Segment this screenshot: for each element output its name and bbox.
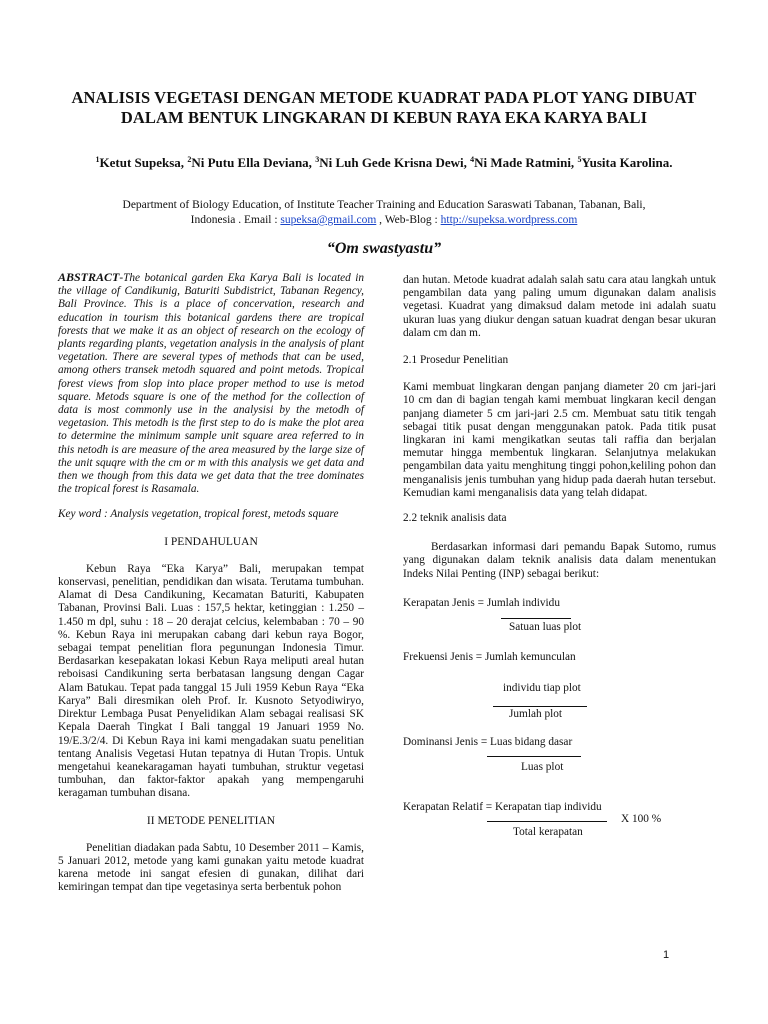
formula-kerapatan-relatif <box>403 801 716 841</box>
author-4-number: 4 <box>470 155 475 164</box>
abstract-label: ABSTRACT <box>58 270 120 284</box>
author-3-number: 3 <box>315 155 320 164</box>
author-5-name: Yusita Karolina. <box>581 155 673 170</box>
author-4-name: Ni Made Ratmini, <box>474 155 578 170</box>
section-2-text: Penelitian diadakan pada Sabtu, 10 Desember 2011 – Kamis, 5 Januari 2012, metode yang kami gunakan yaitu metode kuadrat karena metode ini sangat efesien di gunakan, dilihat dari kemiringan tempat dan tipe vegetasinya serta berbentuk pohon <box>58 841 364 894</box>
affiliation-blog-prefix: , Web-Blog : <box>376 214 441 226</box>
formula-4-multiplier: X 100 % <box>621 812 662 825</box>
abstract-text: -The botanical garden Eka Karya Bali is located in the village of Candikunig, Baturiti Subdistrict, Tabanan Regency, Bali Province. This is a place of concervation, research and education in tourism this botanical gardens there are tropical forests that we make it as an object of research on the ecology of plants regarding plants, vegetation analysis in the analysis of plant vegetation. There are several types of methods that can be used, among others transek metodh squared and point metods. Tropical forest views from slop into place proper method to use is metod square. Metods square is one of the method for the collection of data is most commonly use in the analysisi by the metodh of vegetasion. This metodh is the first step to do is make the plot area to determine the minimum sample unit square area referred to in this netodh is are measure of the area measured by the large size of the unit squqre with the cm or m with this analysis we get data and then we though from this data we get data that the tree dominates the tropical forest is Rasamala. <box>58 272 364 496</box>
formula-kerapatan-jenis <box>403 597 716 631</box>
greeting: “Om swastyastu” <box>326 240 442 257</box>
email-link[interactable]: supeksa@gmail.com <box>280 214 377 226</box>
formula-2-fraction-bar <box>493 706 587 707</box>
affiliation-email-prefix: Indonesia . Email : <box>190 214 281 226</box>
affiliation <box>80 198 688 228</box>
author-2-name: Ni Putu Ella Deviana, <box>191 155 316 170</box>
abstract <box>58 271 364 496</box>
page-number: 1 <box>663 949 670 961</box>
author-2-number: 2 <box>187 155 192 164</box>
formula-3-fraction-bar <box>487 756 581 757</box>
formula-4-fraction-bar <box>487 821 607 822</box>
affiliation-line-2 <box>80 213 688 228</box>
formula-1-numerator: Kerapatan Jenis = Jumlah individu <box>403 596 560 609</box>
affiliation-line-1: Department of Biology Education, of Institute Teacher Training and Education Saraswati Tabanan, Tabanan, Bali, <box>122 199 646 211</box>
title-line-2: DALAM BENTUK LINGKARAN DI KEBUN RAYA EKA KARYA BALI <box>120 108 648 127</box>
formula-2-numerator-line-2: individu tiap plot <box>503 681 581 694</box>
section-2-heading: II METODE PENELITIAN <box>146 814 276 827</box>
paper-title <box>40 88 728 128</box>
formula-1-fraction-bar <box>501 618 571 619</box>
formula-2-numerator: Frekuensi Jenis = Jumlah kemunculan <box>403 650 576 663</box>
formula-1-denominator: Satuan luas plot <box>509 620 582 633</box>
subsection-2-1-heading: 2.1 Prosedur Penelitian <box>403 354 509 367</box>
title-line-1: ANALISIS VEGETASI DENGAN METODE KUADRAT PADA PLOT YANG DIBUAT <box>71 88 697 107</box>
section-1-heading: I PENDAHULUAN <box>164 535 258 548</box>
author-1-name: Ketut Supeksa, <box>99 155 188 170</box>
formula-2-denominator: Jumlah plot <box>509 707 563 720</box>
formula-4-numerator: Kerapatan Relatif = Kerapatan tiap individu <box>403 800 602 813</box>
formula-dominansi-jenis <box>403 736 716 784</box>
analysis-text: Berdasarkan informasi dari pemandu Bapak Sutomo, rumus yang digunakan dalam teknik analisis data dalam menentukan Indeks Nilai Penting (INP) sebagai berikut: <box>403 541 716 580</box>
left-column <box>58 271 364 895</box>
formula-3-numerator: Dominansi Jenis = Luas bidang dasar <box>403 735 573 748</box>
subsection-2-2-heading: 2.2 teknik analisis data <box>403 512 507 525</box>
formula-4-denominator: Total kerapatan <box>513 825 583 838</box>
procedure-text: Kami membuat lingkaran dengan panjang diameter 20 cm jari-jari 10 cm dan di bagian tengah kami membuat lingkaran kecil dengan panjang diameter 5 cm jari-jari 2.5 cm. Membuat satu titik tengah sebagai titik pusat dengan menggunakan patok. Pada titik pusat lingkaran ini kami mengikatkan seutas tali raffia dan berjalan memutar hingga membentuk lingkaran. Selanjutnya melakukan pengambilan data yaitu menghitung tinggi pohon,keliling pohon dan menganalisis jenis tumbuhan yang hidup pada daerah hutan tersebut. Kemudian kami menganalisis data yang telah didapat. <box>403 381 716 499</box>
method-continued-text: dan hutan. Metode kuadrat adalah salah satu cara atau langkah untuk pengambilan data yang paling umum digunakan dalam analisis vegetasi. Kuadrat yang dimaksud dalam metode ini adalah suatu ukuran luas yang diukur dengan satuan kuadrat dengan besar ukuran dalam cm dan m. <box>403 274 716 339</box>
author-1-number: 1 <box>95 155 100 164</box>
author-3-name: Ni Luh Gede Krisna Dewi, <box>319 155 471 170</box>
author-5-number: 5 <box>577 155 582 164</box>
section-1-text: Kebun Raya “Eka Karya” Bali, merupakan tempat konservasi, penelitian, pendidikan dan wisata. Terutama tumbuhan. Alamat di Desa Candikuning, Kecamatan Baturiti, Kabupaten Tabanan, Provinsi Bali. Luas : 157,5 hektar, ketinggian : 1.250 – 1.450 m dpl, suhu : 18 – 20 derajat celcius, kelembaban : 70 – 90 %. Kebun Raya ini merupakan cabang dari kebun raya Bogor, sebagai tempat penelitian flora pegunungan Indonesia Timur. Berdasarkan kesepakatan lokasi Kebun Raya meliputi areal hutan reboisasi Candikuning serta berbatasan langsung dengan Cagar Alam Batukau. Tepat pada tanggal 15 Juli 1959 Kebun Raya “Eka Karya” Bali diresmikan oleh Prof. Ir. Kusnoto Setyodiwiryo, Direktur Lembaga Pusat Penyelidikan Alam sebagai realisasi SK Kepala Daerah Tingkat I Bali tanggal 19 Januari 1959 No. 19/E.3/2/4. Di Kebun Raya ini kami mengadakan suatu penelitian tentang Analisis Vegetasi Hutan tepatnya di Hutan Tropis. Untuk mengetahui keanekaragaman hayati tumbuhan, struktur vegetasi tumbuhan, dan faktor-faktor apakah yang mempengaruhi keragaman tumbuhan disana. <box>58 562 364 800</box>
formula-3-denominator: Luas plot <box>521 760 564 773</box>
blog-link[interactable]: http://supeksa.wordpress.com <box>440 214 578 226</box>
formula-frekuensi-jenis <box>403 651 716 719</box>
author-list <box>60 154 708 172</box>
keywords: Key word : Analysis vegetation, tropical forest, metods square <box>58 508 339 521</box>
right-column <box>403 274 716 841</box>
